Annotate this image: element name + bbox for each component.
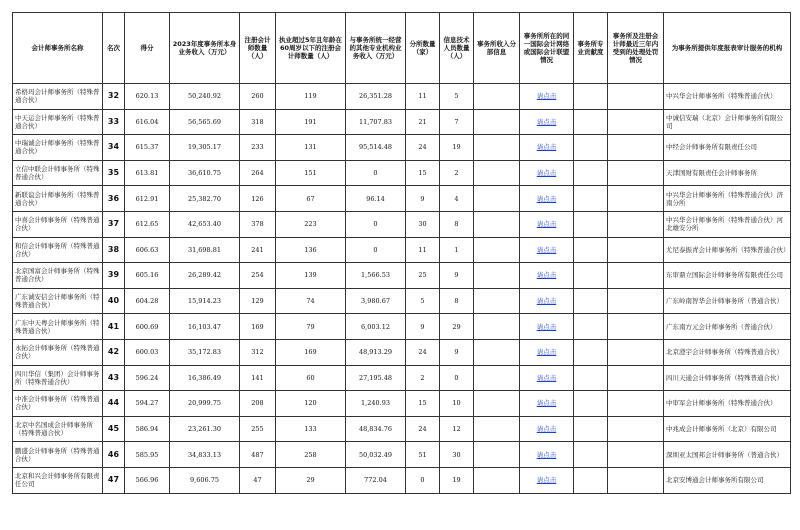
score-cell: 600.03 <box>125 339 170 365</box>
branches-cell: 5 <box>406 288 440 314</box>
table-row <box>13 263 791 289</box>
branches-cell: 0 <box>406 467 440 493</box>
firm-name-cell: 立信中联会计师事务所（特殊普通合伙） <box>13 160 103 186</box>
cpa-count-cell: 318 <box>240 109 276 135</box>
penalties-cell <box>608 211 664 237</box>
income-cell: 35,172.83 <box>170 339 240 365</box>
segment-info-cell <box>474 109 520 135</box>
rank-cell: 42 <box>103 339 125 365</box>
other-income-cell: 95,514.48 <box>346 135 406 161</box>
other-income-cell: 50,032.49 <box>346 442 406 468</box>
auditor-cell: 东审鼎立国际会计师事务所有限责任公司 <box>664 263 791 289</box>
segment-info-cell <box>474 186 520 212</box>
other-income-cell: 0 <box>346 211 406 237</box>
other-income-cell: 0 <box>346 237 406 263</box>
branches-cell: 9 <box>406 186 440 212</box>
penalties-cell <box>608 109 664 135</box>
cpa-5yr-cell: 119 <box>276 84 346 110</box>
click-here-link[interactable]: 请点击 <box>536 92 557 101</box>
other-income-cell: 0 <box>346 160 406 186</box>
penalties-cell <box>608 186 664 212</box>
score-cell: 604.28 <box>125 288 170 314</box>
segment-info-cell <box>474 365 520 391</box>
score-cell: 596.24 <box>125 365 170 391</box>
table-row <box>13 288 791 314</box>
rank-cell: 44 <box>103 391 125 417</box>
rank-cell: 38 <box>103 237 125 263</box>
segment-info-cell <box>474 339 520 365</box>
branches-cell: 24 <box>406 416 440 442</box>
branches-cell: 11 <box>406 237 440 263</box>
income-cell: 34,833.13 <box>170 442 240 468</box>
cpa-5yr-cell: 258 <box>276 442 346 468</box>
firm-name-cell: 永拓会计师事务所（特殊普通合伙） <box>13 339 103 365</box>
header-other-income: 与事务所统一经营的其他专业机构业务收入（万元） <box>346 13 406 84</box>
cpa-count-cell: 487 <box>240 442 276 468</box>
segment-info-cell <box>474 416 520 442</box>
auditor-cell: 中兴华会计师事务所（特殊普通合伙）济南分所 <box>664 186 791 212</box>
score-cell: 613.81 <box>125 160 170 186</box>
score-cell: 605.16 <box>125 263 170 289</box>
header-it-staff: 信息技术人员数量（人） <box>440 13 474 84</box>
contribution-cell <box>574 416 608 442</box>
cpa-count-cell: 208 <box>240 391 276 417</box>
auditor-cell: 中经会计师事务所有限责任公司 <box>664 135 791 161</box>
contribution-cell <box>574 135 608 161</box>
click-here-link[interactable]: 请点击 <box>536 245 557 254</box>
it-staff-cell: 4 <box>440 186 474 212</box>
click-here-link[interactable]: 请点击 <box>536 322 557 331</box>
other-income-cell: 96.14 <box>346 186 406 212</box>
firm-name-cell: 鹏盛会计师事务所（特殊普通合伙） <box>13 442 103 468</box>
auditor-cell: 中审军会计师事务所（特殊普通合伙） <box>664 391 791 417</box>
income-cell: 9,606.75 <box>170 467 240 493</box>
penalties-cell <box>608 365 664 391</box>
rank-cell: 46 <box>103 442 125 468</box>
it-staff-cell: 0 <box>440 365 474 391</box>
intl-network-cell <box>520 339 574 365</box>
intl-network-cell <box>520 442 574 468</box>
firm-name-cell: 希格玛会计师事务所（特殊普通合伙） <box>13 84 103 110</box>
rank-cell: 37 <box>103 211 125 237</box>
firm-name-cell: 中天运会计师事务所（特殊普通合伙） <box>13 109 103 135</box>
other-income-cell: 48,834.76 <box>346 416 406 442</box>
click-here-link[interactable]: 请点击 <box>536 143 557 152</box>
it-staff-cell: 19 <box>440 467 474 493</box>
cpa-count-cell: 126 <box>240 186 276 212</box>
click-here-link[interactable]: 请点击 <box>536 425 557 434</box>
other-income-cell: 11,707.83 <box>346 109 406 135</box>
cpa-count-cell: 255 <box>240 416 276 442</box>
score-cell: 566.96 <box>125 467 170 493</box>
score-cell: 616.04 <box>125 109 170 135</box>
segment-info-cell <box>474 263 520 289</box>
click-here-link[interactable]: 请点击 <box>536 476 557 485</box>
click-here-link[interactable]: 请点击 <box>536 399 557 408</box>
header-segment-info: 事务所收入分部信息 <box>474 13 520 84</box>
segment-info-cell <box>474 288 520 314</box>
penalties-cell <box>608 160 664 186</box>
other-income-cell: 26,351.28 <box>346 84 406 110</box>
income-cell: 16,103.47 <box>170 314 240 340</box>
intl-network-cell <box>520 135 574 161</box>
auditor-cell: 深圳亚太国邦会计师事务所（普通合伙） <box>664 442 791 468</box>
auditor-cell: 中兴华会计师事务所（特殊普通合伙）河北雄安分所 <box>664 211 791 237</box>
contribution-cell <box>574 391 608 417</box>
click-here-link[interactable]: 请点击 <box>536 271 557 280</box>
ranking-table-container <box>12 12 790 494</box>
click-here-link[interactable]: 请点击 <box>536 169 557 178</box>
table-row <box>13 84 791 110</box>
table-body <box>13 84 791 494</box>
auditor-cell: 中兆成会计师事务所（北京）有限公司 <box>664 416 791 442</box>
cpa-5yr-cell: 120 <box>276 391 346 417</box>
click-here-link[interactable]: 请点击 <box>536 194 557 203</box>
auditor-cell: 四川天通会计师事务所（特殊普通合伙） <box>664 365 791 391</box>
rank-cell: 41 <box>103 314 125 340</box>
firm-name-cell: 北京中名国成会计师事务所（特殊普通合伙） <box>13 416 103 442</box>
cpa-5yr-cell: 169 <box>276 339 346 365</box>
firm-name-cell: 北京和兴会计师事务所有限责任公司 <box>13 467 103 493</box>
income-cell: 36,610.75 <box>170 160 240 186</box>
firm-name-cell: 中准会计师事务所（特殊普通合伙） <box>13 391 103 417</box>
table-row <box>13 365 791 391</box>
click-here-link[interactable]: 请点击 <box>536 450 557 459</box>
cpa-5yr-cell: 74 <box>276 288 346 314</box>
intl-network-cell <box>520 211 574 237</box>
score-cell: 612.91 <box>125 186 170 212</box>
intl-network-cell <box>520 391 574 417</box>
firm-name-cell: 和信会计师事务所（特殊普通合伙） <box>13 237 103 263</box>
segment-info-cell <box>474 442 520 468</box>
click-here-link[interactable]: 请点击 <box>536 297 557 306</box>
income-cell: 20,999.75 <box>170 391 240 417</box>
header-intl-network: 事务所所在的同一国际会计网络或国际会计联盟情况 <box>520 13 574 84</box>
other-income-cell: 27,195.48 <box>346 365 406 391</box>
income-cell: 56,565.69 <box>170 109 240 135</box>
cpa-count-cell: 141 <box>240 365 276 391</box>
auditor-cell: 北京澄宇会计师事务所（特殊普通合伙） <box>664 339 791 365</box>
cpa-count-cell: 312 <box>240 339 276 365</box>
intl-network-cell <box>520 160 574 186</box>
score-cell: 585.95 <box>125 442 170 468</box>
cpa-5yr-cell: 29 <box>276 467 346 493</box>
header-firm-name: 会计师事务所名称 <box>13 13 103 84</box>
firm-name-cell: 北京国富会计师事务所（特殊普通合伙） <box>13 263 103 289</box>
penalties-cell <box>608 314 664 340</box>
income-cell: 19,305.17 <box>170 135 240 161</box>
branches-cell: 24 <box>406 339 440 365</box>
penalties-cell <box>608 84 664 110</box>
rank-cell: 35 <box>103 160 125 186</box>
cpa-5yr-cell: 191 <box>276 109 346 135</box>
it-staff-cell: 2 <box>440 160 474 186</box>
table-row <box>13 237 791 263</box>
contribution-cell <box>574 237 608 263</box>
table-row <box>13 160 791 186</box>
intl-network-cell <box>520 416 574 442</box>
other-income-cell: 772.04 <box>346 467 406 493</box>
firm-name-cell: 四川华信（集团）会计师事务所（特殊普通合伙） <box>13 365 103 391</box>
segment-info-cell <box>474 237 520 263</box>
auditor-cell: 广东岭南智华会计师事务所（普通合伙） <box>664 288 791 314</box>
income-cell: 16,386.49 <box>170 365 240 391</box>
firm-name-cell: 中瑞诚会计师事务所（特殊普通合伙） <box>13 135 103 161</box>
cpa-5yr-cell: 151 <box>276 160 346 186</box>
cpa-count-cell: 129 <box>240 288 276 314</box>
intl-network-cell <box>520 467 574 493</box>
table-row <box>13 109 791 135</box>
it-staff-cell: 9 <box>440 263 474 289</box>
cpa-count-cell: 264 <box>240 160 276 186</box>
score-cell: 594.27 <box>125 391 170 417</box>
other-income-cell: 6,003.12 <box>346 314 406 340</box>
intl-network-cell <box>520 237 574 263</box>
cpa-5yr-cell: 79 <box>276 314 346 340</box>
penalties-cell <box>608 416 664 442</box>
header-contribution: 事务所专业贡献度 <box>574 13 608 84</box>
cpa-count-cell: 241 <box>240 237 276 263</box>
it-staff-cell: 19 <box>440 135 474 161</box>
cpa-5yr-cell: 139 <box>276 263 346 289</box>
intl-network-cell <box>520 314 574 340</box>
branches-cell: 30 <box>406 211 440 237</box>
score-cell: 620.13 <box>125 84 170 110</box>
score-cell: 586.94 <box>125 416 170 442</box>
cpa-firm-ranking-table <box>12 12 791 494</box>
score-cell: 606.63 <box>125 237 170 263</box>
segment-info-cell <box>474 211 520 237</box>
rank-cell: 47 <box>103 467 125 493</box>
cpa-count-cell: 47 <box>240 467 276 493</box>
contribution-cell <box>574 186 608 212</box>
it-staff-cell: 8 <box>440 211 474 237</box>
branches-cell: 24 <box>406 135 440 161</box>
intl-network-cell <box>520 288 574 314</box>
click-here-link[interactable]: 请点击 <box>536 220 557 229</box>
penalties-cell <box>608 135 664 161</box>
it-staff-cell: 8 <box>440 288 474 314</box>
penalties-cell <box>608 263 664 289</box>
income-cell: 26,289.42 <box>170 263 240 289</box>
auditor-cell: 中诚信安瑞（北京）会计师事务所有限公司 <box>664 109 791 135</box>
other-income-cell: 3,980.67 <box>346 288 406 314</box>
rank-cell: 39 <box>103 263 125 289</box>
it-staff-cell: 30 <box>440 442 474 468</box>
cpa-count-cell: 169 <box>240 314 276 340</box>
rank-cell: 34 <box>103 135 125 161</box>
cpa-count-cell: 254 <box>240 263 276 289</box>
cpa-5yr-cell: 60 <box>276 365 346 391</box>
table-row <box>13 442 791 468</box>
rank-cell: 45 <box>103 416 125 442</box>
branches-cell: 15 <box>406 391 440 417</box>
intl-network-cell <box>520 109 574 135</box>
contribution-cell <box>574 365 608 391</box>
header-branches: 分所数量（家） <box>406 13 440 84</box>
firm-name-cell: 广东诚安信会计师事务所（特殊普通合伙） <box>13 288 103 314</box>
intl-network-cell <box>520 263 574 289</box>
branches-cell: 15 <box>406 160 440 186</box>
income-cell: 50,240.92 <box>170 84 240 110</box>
branches-cell: 21 <box>406 109 440 135</box>
penalties-cell <box>608 339 664 365</box>
it-staff-cell: 7 <box>440 109 474 135</box>
contribution-cell <box>574 263 608 289</box>
score-cell: 600.69 <box>125 314 170 340</box>
table-row <box>13 186 791 212</box>
other-income-cell: 48,913.29 <box>346 339 406 365</box>
segment-info-cell <box>474 314 520 340</box>
contribution-cell <box>574 467 608 493</box>
penalties-cell <box>608 442 664 468</box>
table-row <box>13 211 791 237</box>
header-cpa-count: 注册会计师数量（人） <box>240 13 276 84</box>
cpa-5yr-cell: 136 <box>276 237 346 263</box>
auditor-cell: 尤尼泰振青会计师事务所（特殊普通合伙） <box>664 237 791 263</box>
header-income: 2023年度事务所本身业务收入（万元） <box>170 13 240 84</box>
firm-name-cell: 中喜会计师事务所（特殊普通合伙） <box>13 211 103 237</box>
it-staff-cell: 10 <box>440 391 474 417</box>
income-cell: 31,698.81 <box>170 237 240 263</box>
click-here-link[interactable]: 请点击 <box>536 117 557 126</box>
intl-network-cell <box>520 84 574 110</box>
segment-info-cell <box>474 160 520 186</box>
table-header-row <box>13 13 791 84</box>
rank-cell: 36 <box>103 186 125 212</box>
intl-network-cell <box>520 365 574 391</box>
contribution-cell <box>574 442 608 468</box>
score-cell: 615.37 <box>125 135 170 161</box>
branches-cell: 51 <box>406 442 440 468</box>
other-income-cell: 1,240.93 <box>346 391 406 417</box>
table-row <box>13 135 791 161</box>
income-cell: 25,382.70 <box>170 186 240 212</box>
auditor-cell: 北京安博通会计师事务所有限公司 <box>664 467 791 493</box>
branches-cell: 9 <box>406 314 440 340</box>
rank-cell: 43 <box>103 365 125 391</box>
table-row <box>13 416 791 442</box>
penalties-cell <box>608 467 664 493</box>
it-staff-cell: 12 <box>440 416 474 442</box>
cpa-5yr-cell: 67 <box>276 186 346 212</box>
rank-cell: 33 <box>103 109 125 135</box>
branches-cell: 11 <box>406 84 440 110</box>
header-rank: 名次 <box>103 13 125 84</box>
table-row <box>13 467 791 493</box>
income-cell: 23,261.30 <box>170 416 240 442</box>
score-cell: 612.65 <box>125 211 170 237</box>
it-staff-cell: 9 <box>440 339 474 365</box>
cpa-5yr-cell: 133 <box>276 416 346 442</box>
segment-info-cell <box>474 467 520 493</box>
table-row <box>13 314 791 340</box>
contribution-cell <box>574 160 608 186</box>
contribution-cell <box>574 211 608 237</box>
income-cell: 15,914.23 <box>170 288 240 314</box>
firm-name-cell: 广东中天粤会计师事务所（特殊普通合伙） <box>13 314 103 340</box>
header-penalties: 事务所及注册会计师最近三年内受到的处理处罚情况 <box>608 13 664 84</box>
contribution-cell <box>574 288 608 314</box>
header-cpa-5yr: 执业超过5年且年龄在60周岁以下的注册会计师数量（人） <box>276 13 346 84</box>
table-row <box>13 339 791 365</box>
rank-cell: 32 <box>103 84 125 110</box>
it-staff-cell: 1 <box>440 237 474 263</box>
segment-info-cell <box>474 84 520 110</box>
header-score: 得分 <box>125 13 170 84</box>
click-here-link[interactable]: 请点击 <box>536 373 557 382</box>
segment-info-cell <box>474 135 520 161</box>
intl-network-cell <box>520 186 574 212</box>
click-here-link[interactable]: 请点击 <box>536 348 557 357</box>
branches-cell: 2 <box>406 365 440 391</box>
cpa-count-cell: 378 <box>240 211 276 237</box>
other-income-cell: 1,566.53 <box>346 263 406 289</box>
auditor-cell: 天津国财有限责任会计师事务所 <box>664 160 791 186</box>
contribution-cell <box>574 109 608 135</box>
firm-name-cell: 新联谊会计师事务所（特殊普通合伙） <box>13 186 103 212</box>
table-row <box>13 391 791 417</box>
cpa-count-cell: 260 <box>240 84 276 110</box>
penalties-cell <box>608 391 664 417</box>
segment-info-cell <box>474 391 520 417</box>
it-staff-cell: 29 <box>440 314 474 340</box>
cpa-5yr-cell: 131 <box>276 135 346 161</box>
cpa-count-cell: 233 <box>240 135 276 161</box>
auditor-cell: 广东南方元会计师事务所（普通合伙） <box>664 314 791 340</box>
contribution-cell <box>574 339 608 365</box>
contribution-cell <box>574 84 608 110</box>
branches-cell: 25 <box>406 263 440 289</box>
income-cell: 42,653.40 <box>170 211 240 237</box>
header-auditor: 为事务所提供年度报表审计服务的机构 <box>664 13 791 84</box>
penalties-cell <box>608 237 664 263</box>
contribution-cell <box>574 314 608 340</box>
auditor-cell: 中兴华会计师事务所（特殊普通合伙） <box>664 84 791 110</box>
rank-cell: 40 <box>103 288 125 314</box>
penalties-cell <box>608 288 664 314</box>
cpa-5yr-cell: 223 <box>276 211 346 237</box>
it-staff-cell: 5 <box>440 84 474 110</box>
